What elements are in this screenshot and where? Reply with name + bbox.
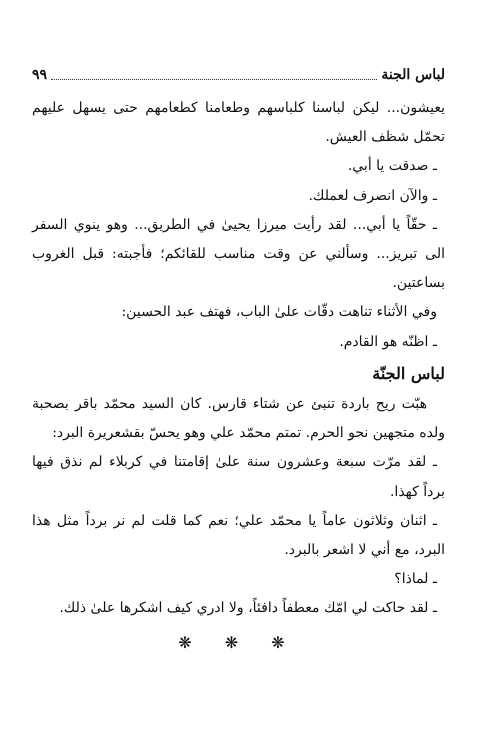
dialogue-line: ـ اثنان وثلاثون عاماً يا محمّد علي؛ نعم كما قلت لم نر برداً مثل هذا البرد، مع أني لا اشعر بالبرد. xyxy=(32,512,445,559)
paragraph: وفي الأثناء تناهت دقّات علىٰ الباب، فهتف عبد الحسين: xyxy=(121,304,437,321)
dialogue-line: ـ لقد مرّت سبعة وعشرون سنة علىٰ إقامتنا في كربلاء لم نذق فيها برداً كهذا. xyxy=(32,454,445,500)
dialogue-line: ـ والآن انصرف لعملك. xyxy=(308,187,437,204)
leader-dots xyxy=(51,79,377,80)
section-heading: لباس الجنّة xyxy=(372,363,445,383)
section-divider: ❋ ❋ ❋ xyxy=(178,632,299,652)
dialogue-line: ـ لقد حاكت لي امّك معطفاً دافئاً، ولا ادري كيف اشكرها علىٰ ذلك. xyxy=(59,600,437,617)
page-number: ٩٩ xyxy=(32,67,48,83)
dialogue-line: ـ صدقت يا أبي. xyxy=(347,158,437,175)
running-header xyxy=(32,64,445,84)
dialogue-line: ـ اظنّه هو القادم. xyxy=(339,333,437,350)
page-body xyxy=(32,94,445,657)
paragraph: يعيشون... ليكن لباسنا كلباسهم وطعامنا كطعامهم حتى يسهل عليهم تحمّل شظف العيش. xyxy=(32,100,445,146)
running-header-title: لباس الجنة xyxy=(381,67,445,83)
dialogue-line: ـ حقّاً يا أبي... لقد رأيت ميرزا يحيىٰ في الطريق... وهو ينوي السفر الى تبريز... وسألني عن وقت مناسب للقائكم؛ فأجبته: قبل الغروب بساعتين. xyxy=(32,216,445,292)
paragraph: هبّت ريح باردة تنبئ عن شتاء قارس. كان السيد محمّد باقر بصحبة ولده متجهين نحو الحرم. تمتم محمّد علي وهو يحسّ بقشعريرة البرد: xyxy=(32,396,445,442)
dialogue-line: ـ لماذا؟ xyxy=(394,571,437,588)
